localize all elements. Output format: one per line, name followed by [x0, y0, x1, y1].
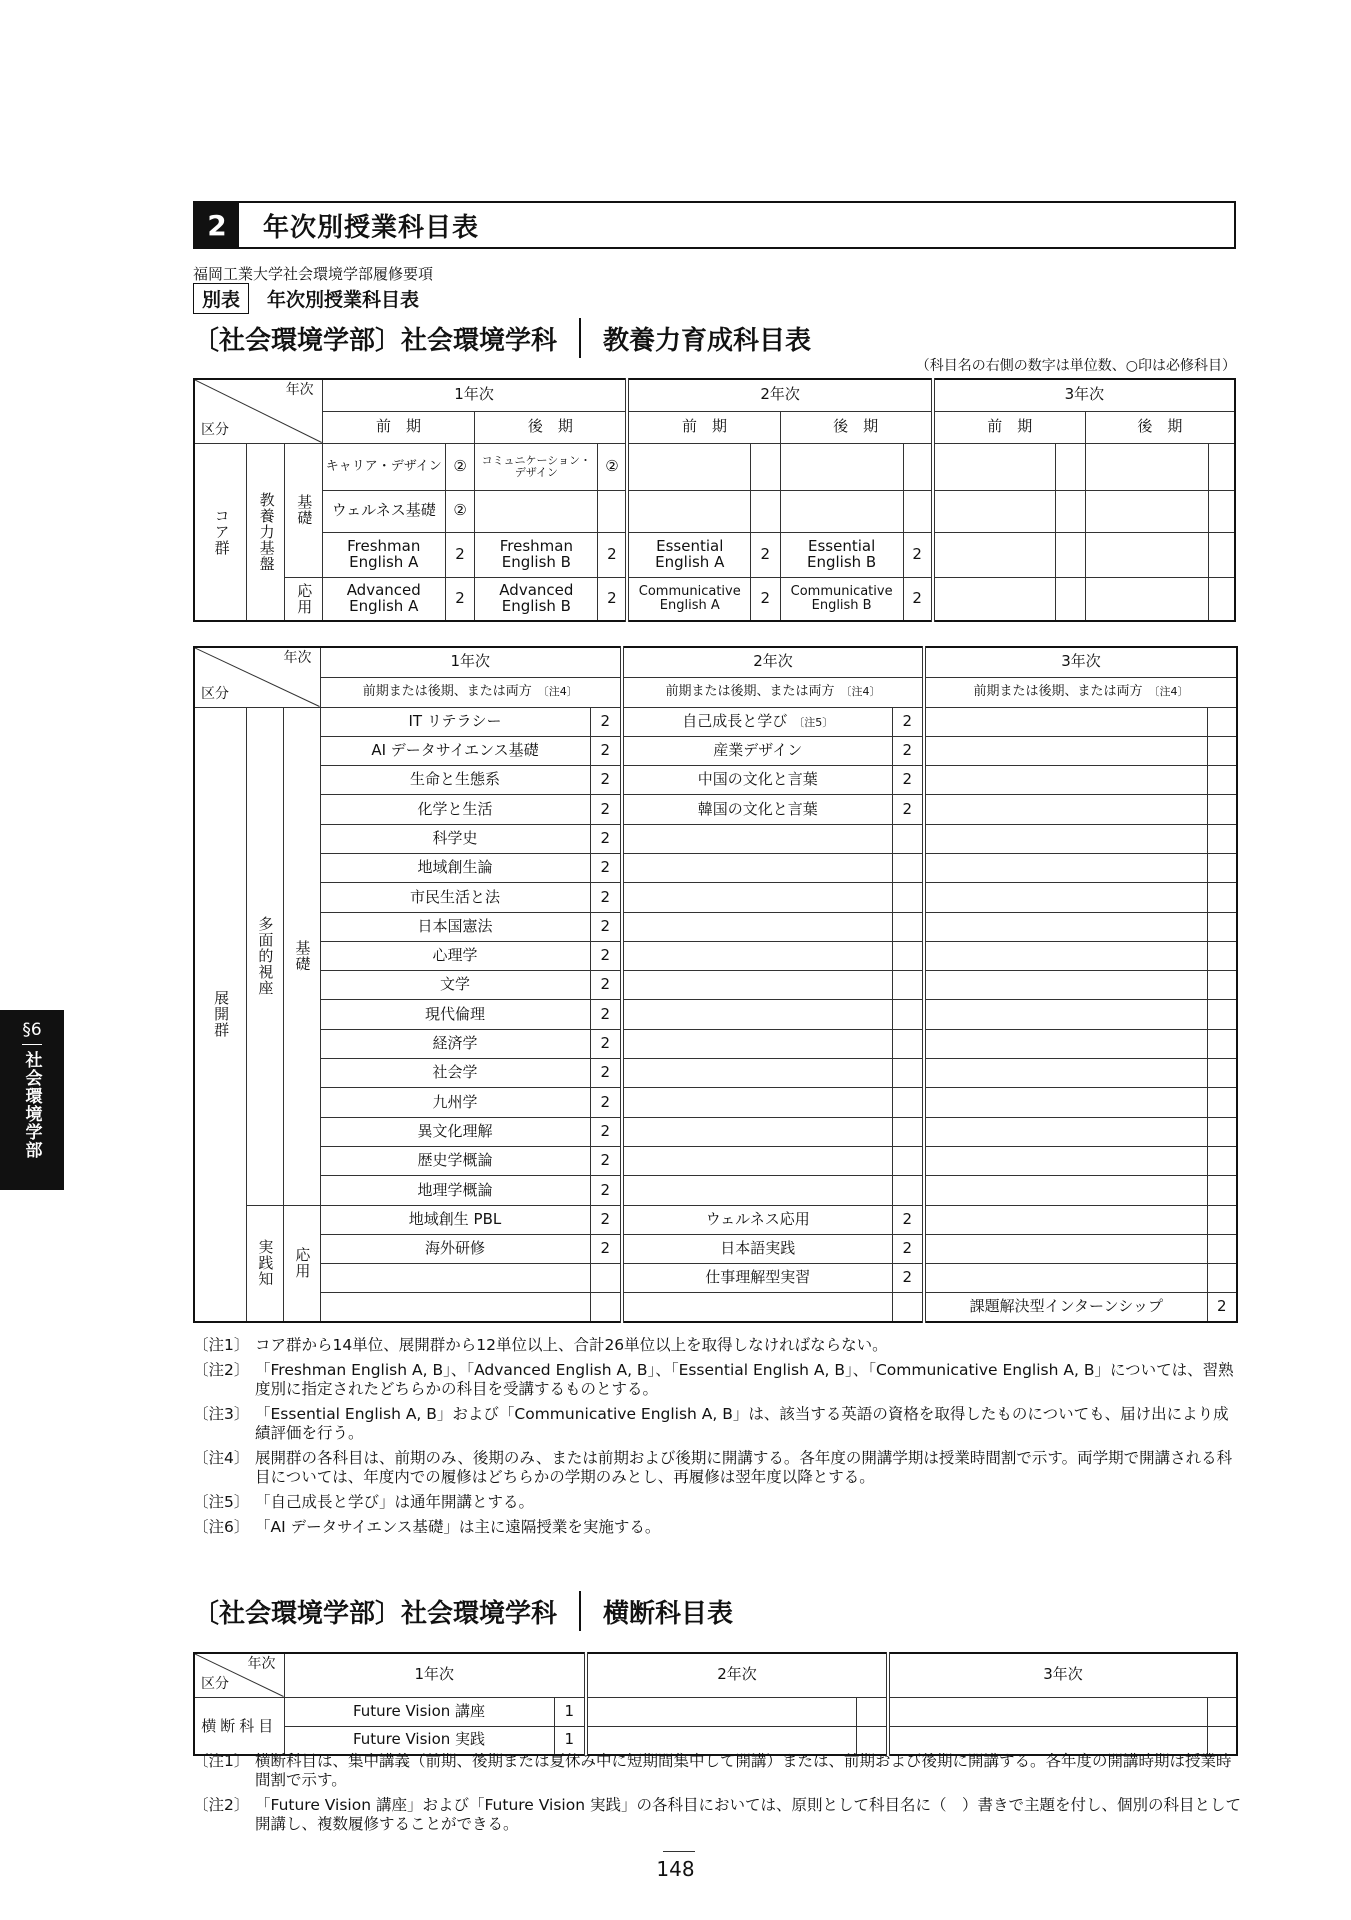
table-row — [194, 736, 1237, 765]
credit-cell — [1207, 1726, 1237, 1755]
term-header: 後 期 — [1085, 411, 1235, 443]
course-cell: 地理学概論 — [320, 1176, 590, 1205]
document-source: 福岡工業大学社会環境学部履修要項 — [193, 265, 434, 283]
credit-cell: 2 — [590, 707, 622, 736]
course-cell — [924, 795, 1207, 824]
credit-cell: 2 — [598, 577, 628, 621]
credit-cell — [903, 443, 933, 490]
credit-cell — [1208, 577, 1235, 621]
credit-cell — [892, 1293, 924, 1322]
credit-cell: 2 — [892, 1205, 924, 1234]
year-header: 1年次 — [322, 379, 627, 411]
course-cell — [622, 941, 892, 970]
credit-cell — [1207, 1088, 1237, 1117]
credit-cell — [1207, 1117, 1237, 1146]
footnote — [193, 1796, 1243, 1834]
tenkai-group-label: 展開群 — [194, 707, 246, 1322]
course-cell — [924, 1176, 1207, 1205]
course-cell — [933, 490, 1056, 532]
units-note: （科目名の右側の数字は単位数、○印は必修科目） — [915, 358, 1236, 374]
course-cell — [924, 941, 1207, 970]
footnote-key: 〔注2〕 — [193, 1361, 250, 1379]
credit-cell: 2 — [590, 1117, 622, 1146]
term-header: 前期または後期、または両方 〔注4〕 — [924, 677, 1237, 707]
table-title: 教養力育成科目表 — [603, 325, 812, 356]
page-number-rule — [663, 1851, 695, 1852]
footnote-key: 〔注4〕 — [193, 1449, 250, 1467]
footnote — [193, 1518, 1243, 1537]
course-cell — [622, 824, 892, 853]
core-subgroup-label: 教養力基盤 — [247, 443, 285, 621]
credit-cell — [751, 490, 781, 532]
course-cell — [622, 883, 892, 912]
credit-cell — [1207, 853, 1237, 882]
footnote-text: 横断科目は、集中講義（前期、後期または夏休み中に短期間集中して開講）または、前期および後期に開講する。各年度の開講時期は授業時間割で示す。 — [255, 1752, 1232, 1789]
course-cell — [933, 577, 1056, 621]
course-cell — [622, 1146, 892, 1175]
course-cell: Essential English A — [627, 532, 750, 577]
table-row — [194, 1117, 1237, 1146]
course-cell: 仕事理解型実習 — [622, 1264, 892, 1293]
corner-year-label: 年次 — [285, 382, 314, 398]
table-row — [194, 824, 1237, 853]
course-cell — [924, 971, 1207, 1000]
credit-cell: 2 — [590, 736, 622, 765]
credit-cell — [1207, 941, 1237, 970]
course-cell — [622, 1029, 892, 1058]
credit-cell — [892, 1146, 924, 1175]
course-cell — [475, 490, 598, 532]
credit-cell — [1056, 577, 1086, 621]
core-ouyou-label: 応用 — [285, 577, 323, 621]
footnote-text: 「Freshman English A, B」、「Advanced English A, B」、「Essential English A, B」、「Communicative English A, B」については、習熟度別に指定されたどちらかの科目を受講するものとする。 — [255, 1361, 1234, 1398]
course-cell: Freshman English B — [475, 532, 598, 577]
table-row — [194, 795, 1237, 824]
credit-cell: 2 — [590, 824, 622, 853]
course-cell — [320, 1264, 590, 1293]
dept-name: 〔社会環境学部〕社会環境学科 — [193, 325, 558, 356]
table-row — [194, 941, 1237, 970]
credit-cell: 2 — [590, 971, 622, 1000]
course-cell: 日本国憲法 — [320, 912, 590, 941]
credit-cell — [598, 490, 628, 532]
course-cell: 文学 — [320, 971, 590, 1000]
credit-cell: 2 — [903, 577, 933, 621]
section-side-tab — [0, 1010, 64, 1190]
credit-cell: 2 — [590, 912, 622, 941]
course-cell: Essential English B — [780, 532, 903, 577]
credit-cell: 2 — [445, 577, 475, 621]
table-row — [194, 883, 1237, 912]
table-row — [194, 1264, 1237, 1293]
credit-cell: 1 — [554, 1726, 586, 1755]
course-cell: 日本語実践 — [622, 1234, 892, 1263]
appendix-row — [193, 283, 419, 314]
course-cell — [622, 1176, 892, 1205]
table-row — [194, 1088, 1237, 1117]
dept-heading-cross — [193, 1591, 733, 1631]
year-header: 1年次 — [320, 647, 622, 677]
core-table — [193, 378, 1236, 622]
course-cell: 生命と生態系 — [320, 766, 590, 795]
table-row — [194, 1293, 1237, 1322]
term-header: 前 期 — [627, 411, 780, 443]
course-cell: 異文化理解 — [320, 1117, 590, 1146]
credit-cell — [1056, 490, 1086, 532]
credit-cell — [1207, 1000, 1237, 1029]
credit-cell — [1208, 490, 1235, 532]
notes-cross — [193, 1752, 1243, 1840]
course-cell: Communicative English A — [627, 577, 750, 621]
course-cell — [924, 1234, 1207, 1263]
course-cell — [888, 1726, 1207, 1755]
credit-cell — [1207, 1029, 1237, 1058]
course-cell — [1085, 490, 1208, 532]
year-header: 3年次 — [888, 1653, 1237, 1697]
table-row — [194, 971, 1237, 1000]
course-cell: 心理学 — [320, 941, 590, 970]
tenkai-tamen-label: 多面的視座 — [246, 707, 283, 1205]
course-cell: 産業デザイン — [622, 736, 892, 765]
credit-cell — [856, 1726, 888, 1755]
table-row — [194, 1205, 1237, 1234]
course-cell: 課題解決型インターンシップ — [924, 1293, 1207, 1322]
credit-cell: ② — [445, 490, 475, 532]
credit-cell — [892, 1059, 924, 1088]
course-cell — [1085, 577, 1208, 621]
course-cell — [924, 736, 1207, 765]
footnote-key: 〔注6〕 — [193, 1518, 250, 1536]
credit-cell — [892, 853, 924, 882]
course-cell: 海外研修 — [320, 1234, 590, 1263]
credit-cell — [892, 824, 924, 853]
course-cell — [924, 824, 1207, 853]
corner-category-label: 区分 — [201, 1675, 229, 1692]
credit-cell: ② — [445, 443, 475, 490]
term-header: 後 期 — [780, 411, 933, 443]
table-row — [194, 853, 1237, 882]
credit-cell: 2 — [751, 577, 781, 621]
course-cell — [888, 1697, 1207, 1726]
term-header: 前期または後期、または両方 〔注4〕 — [622, 677, 924, 707]
course-cell — [622, 1088, 892, 1117]
year-header: 1年次 — [284, 1653, 586, 1697]
credit-cell — [892, 1029, 924, 1058]
course-cell: AI データサイエンス基礎 — [320, 736, 590, 765]
credit-cell — [1208, 443, 1235, 490]
table-row — [194, 1234, 1237, 1263]
course-cell — [1085, 532, 1208, 577]
footnote-key: 〔注1〕 — [193, 1752, 250, 1770]
footnote-text: 「AI データサイエンス基礎」は主に遠隔授業を実施する。 — [255, 1518, 661, 1536]
course-cell — [924, 1088, 1207, 1117]
course-cell — [320, 1293, 590, 1322]
course-cell — [622, 1059, 892, 1088]
credit-cell: 2 — [892, 795, 924, 824]
tenkai-jissen-label: 実践知 — [246, 1205, 283, 1322]
credit-cell: 2 — [445, 532, 475, 577]
credit-cell: 2 — [590, 941, 622, 970]
note-reference: 〔注5〕 — [793, 715, 834, 729]
credit-cell — [1056, 532, 1086, 577]
credit-cell — [751, 443, 781, 490]
course-cell: 科学史 — [320, 824, 590, 853]
credit-cell — [1207, 1264, 1237, 1293]
credit-cell — [892, 1117, 924, 1146]
section-header — [193, 201, 1236, 249]
credit-cell — [1207, 824, 1237, 853]
credit-cell — [1207, 766, 1237, 795]
term-header: 前期または後期、または両方 〔注4〕 — [320, 677, 622, 707]
credit-cell: 2 — [590, 1088, 622, 1117]
credit-cell — [892, 912, 924, 941]
table-row — [194, 1029, 1237, 1058]
footnote-key: 〔注3〕 — [193, 1405, 250, 1423]
notes-liberal — [193, 1336, 1243, 1543]
footnote-text: 展開群の各科目は、前期のみ、後期のみ、または前期および後期に開講する。各年度の開講学期は授業時間割で示す。両学期で開講される科目については、年度内での履修はどちらかの学期のみとし、再履修は翌年度以降とする。 — [255, 1449, 1233, 1486]
credit-cell — [1207, 912, 1237, 941]
course-cell: 中国の文化と言葉 — [622, 766, 892, 795]
table-row — [194, 1176, 1237, 1205]
credit-cell: 2 — [590, 1059, 622, 1088]
course-cell — [622, 971, 892, 1000]
credit-cell — [892, 941, 924, 970]
table-corner — [194, 1653, 284, 1697]
credit-cell — [892, 1088, 924, 1117]
credit-cell: 2 — [590, 1000, 622, 1029]
course-cell: 歴史学概論 — [320, 1146, 590, 1175]
table-row — [194, 707, 1237, 736]
course-cell: 九州学 — [320, 1088, 590, 1117]
course-cell — [933, 532, 1056, 577]
course-cell — [924, 1264, 1207, 1293]
credit-cell: 2 — [590, 853, 622, 882]
credit-cell: 2 — [590, 1029, 622, 1058]
section-number: 2 — [195, 203, 239, 247]
footnote-text: 「Future Vision 講座」および「Future Vision 実践」の各科目においては、原則として科目名に（ ）書きで主題を付し、個別の科目として開講し、複数履修することができる。 — [255, 1796, 1241, 1833]
credit-cell — [903, 490, 933, 532]
credit-cell — [1207, 736, 1237, 765]
corner-category-label: 区分 — [201, 685, 229, 702]
cross-table — [193, 1652, 1238, 1756]
course-cell — [627, 443, 750, 490]
credit-cell — [1207, 1205, 1237, 1234]
course-cell: IT リテラシー — [320, 707, 590, 736]
credit-cell: 2 — [892, 1234, 924, 1263]
course-cell: ウェルネス基礎 — [322, 490, 445, 532]
course-cell — [622, 853, 892, 882]
year-header: 3年次 — [924, 647, 1237, 677]
footnote-key: 〔注5〕 — [193, 1493, 250, 1511]
credit-cell — [1056, 443, 1086, 490]
credit-cell: 2 — [892, 766, 924, 795]
term-header: 後 期 — [475, 411, 628, 443]
tenkai-ouyou-label: 応用 — [283, 1205, 320, 1322]
course-cell: Advanced English B — [475, 577, 598, 621]
core-kiso-label: 基礎 — [285, 443, 323, 577]
table-title: 横断科目表 — [603, 1598, 734, 1629]
credit-cell: 2 — [598, 532, 628, 577]
term-header: 前 期 — [933, 411, 1086, 443]
course-cell — [924, 912, 1207, 941]
credit-cell — [1207, 1176, 1237, 1205]
credit-cell: 2 — [590, 1146, 622, 1175]
credit-cell — [1207, 795, 1237, 824]
corner-year-label: 年次 — [247, 1656, 276, 1672]
credit-cell — [892, 971, 924, 1000]
dept-name: 〔社会環境学部〕社会環境学科 — [193, 1598, 558, 1629]
course-cell: 現代倫理 — [320, 1000, 590, 1029]
core-group-label: コア群 — [194, 443, 247, 621]
term-header: 前 期 — [322, 411, 475, 443]
course-cell: キャリア・デザイン — [322, 443, 445, 490]
table-row — [194, 912, 1237, 941]
credit-cell: 2 — [1207, 1293, 1237, 1322]
course-cell — [924, 1146, 1207, 1175]
page-number: 148 — [656, 1857, 695, 1881]
side-tab-label: 社会環境学部 — [21, 1051, 42, 1159]
year-header: 2年次 — [622, 647, 924, 677]
credit-cell: 2 — [751, 532, 781, 577]
table-row — [194, 766, 1237, 795]
credit-cell — [892, 1000, 924, 1029]
credit-cell — [1207, 1059, 1237, 1088]
year-header: 2年次 — [586, 1653, 888, 1697]
course-cell — [586, 1697, 856, 1726]
course-cell — [924, 1117, 1207, 1146]
course-cell: Communicative English B — [780, 577, 903, 621]
credit-cell — [1208, 532, 1235, 577]
credit-cell — [856, 1697, 888, 1726]
course-cell — [622, 1000, 892, 1029]
credit-cell: 2 — [903, 532, 933, 577]
table-row — [194, 1000, 1237, 1029]
course-cell — [780, 443, 903, 490]
credit-cell: 2 — [892, 707, 924, 736]
heading-separator — [579, 318, 581, 358]
footnote-key: 〔注2〕 — [193, 1796, 250, 1814]
credit-cell: 2 — [590, 766, 622, 795]
course-cell — [933, 443, 1056, 490]
course-cell — [586, 1726, 856, 1755]
footnote — [193, 1361, 1243, 1399]
tenkai-table — [193, 646, 1238, 1323]
side-tab-section: §6 — [22, 1020, 41, 1045]
course-cell: Freshman English A — [322, 532, 445, 577]
credit-cell: 2 — [590, 1205, 622, 1234]
course-cell — [924, 766, 1207, 795]
appendix-title: 年次別授業科目表 — [267, 289, 420, 311]
credit-cell: 2 — [590, 795, 622, 824]
table-corner — [194, 379, 322, 443]
year-header: 3年次 — [933, 379, 1235, 411]
course-cell — [924, 853, 1207, 882]
course-cell — [622, 1293, 892, 1322]
course-cell — [924, 1029, 1207, 1058]
credit-cell — [1207, 971, 1237, 1000]
heading-separator — [579, 1591, 581, 1631]
year-header: 2年次 — [627, 379, 932, 411]
footnote-text: 「Essential English A, B」および「Communicative English A, B」は、該当する英語の資格を取得したものについても、届け出により成績評価を行う。 — [255, 1405, 1229, 1442]
course-cell — [622, 1117, 892, 1146]
course-cell — [780, 490, 903, 532]
course-cell — [924, 1205, 1207, 1234]
table-corner — [194, 647, 320, 707]
section-title: 年次別授業科目表 — [263, 212, 480, 243]
course-cell: ウェルネス応用 — [622, 1205, 892, 1234]
course-cell: Future Vision 実践 — [284, 1726, 554, 1755]
footnote — [193, 1405, 1243, 1443]
credit-cell — [1207, 1697, 1237, 1726]
credit-cell — [1207, 883, 1237, 912]
footnote — [193, 1493, 1243, 1512]
credit-cell — [590, 1293, 622, 1322]
course-cell — [622, 912, 892, 941]
footnote — [193, 1752, 1243, 1790]
course-cell — [627, 490, 750, 532]
credit-cell: 2 — [590, 1176, 622, 1205]
course-cell: 市民生活と法 — [320, 883, 590, 912]
credit-cell: ② — [598, 443, 628, 490]
credit-cell: 2 — [590, 883, 622, 912]
tenkai-kiso-label: 基礎 — [283, 707, 320, 1205]
corner-category-label: 区分 — [201, 421, 229, 438]
course-cell — [1085, 443, 1208, 490]
course-cell — [924, 707, 1207, 736]
course-cell — [924, 883, 1207, 912]
course-cell: Advanced English A — [322, 577, 445, 621]
credit-cell — [1207, 1146, 1237, 1175]
course-cell: 化学と生活 — [320, 795, 590, 824]
credit-cell: 2 — [590, 1234, 622, 1263]
footnote — [193, 1449, 1243, 1487]
footnote-text: コア群から14単位、展開群から12単位以上、合計26単位以上を取得しなければならない。 — [255, 1336, 888, 1354]
course-cell: 経済学 — [320, 1029, 590, 1058]
credit-cell: 1 — [554, 1697, 586, 1726]
course-cell: 韓国の文化と言葉 — [622, 795, 892, 824]
course-cell: Future Vision 講座 — [284, 1697, 554, 1726]
table-row — [194, 1059, 1237, 1088]
footnote — [193, 1336, 1243, 1355]
course-cell: 社会学 — [320, 1059, 590, 1088]
appendix-tag: 別表 — [193, 283, 249, 314]
table-row — [194, 1146, 1237, 1175]
course-cell: 地域創生 PBL — [320, 1205, 590, 1234]
course-cell — [924, 1000, 1207, 1029]
dept-heading-liberal — [193, 318, 811, 358]
credit-cell — [892, 1176, 924, 1205]
cross-group-label: 横断科目 — [194, 1697, 284, 1755]
course-cell: 地域創生論 — [320, 853, 590, 882]
credit-cell: 2 — [892, 1264, 924, 1293]
corner-year-label: 年次 — [283, 650, 312, 666]
credit-cell: 2 — [892, 736, 924, 765]
credit-cell — [892, 883, 924, 912]
course-cell: 自己成長と学び 〔注5〕 — [622, 707, 892, 736]
footnote-text: 「自己成長と学び」は通年開講とする。 — [255, 1493, 535, 1511]
credit-cell — [590, 1264, 622, 1293]
course-cell: コミュニケーション・デザイン — [475, 443, 598, 490]
credit-cell — [1207, 707, 1237, 736]
credit-cell — [1207, 1234, 1237, 1263]
footnote-key: 〔注1〕 — [193, 1336, 250, 1354]
course-cell — [924, 1059, 1207, 1088]
